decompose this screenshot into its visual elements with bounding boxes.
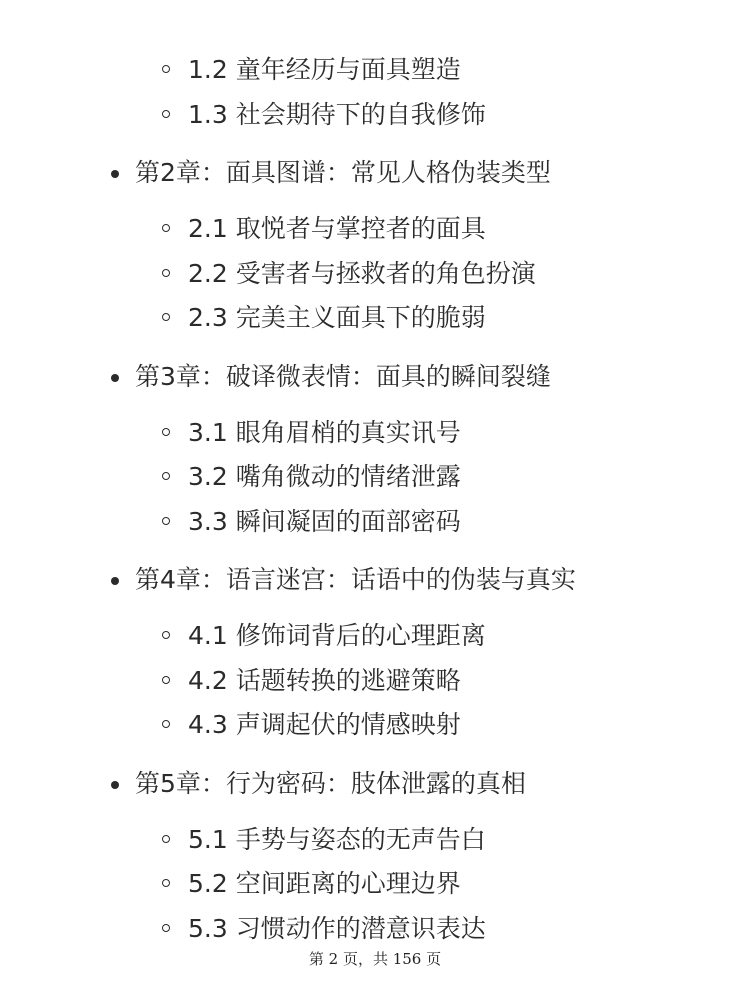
- section-5-2: [0, 862, 750, 907]
- section-5-3: [0, 907, 750, 952]
- chapter-label: 第4章：语言迷宫：话语中的伪装与真实: [135, 565, 576, 594]
- section-label: 4.1 修饰词背后的心理距离: [188, 621, 486, 650]
- chapter-title: [0, 354, 750, 400]
- section-label: 2.1 取悦者与掌控者的面具: [188, 214, 486, 243]
- section-4-3: [0, 703, 750, 748]
- hollow-bullet-icon: [162, 472, 170, 480]
- section-label: 4.2 话题转换的逃避策略: [188, 665, 461, 695]
- section-3-1: [0, 411, 750, 456]
- chapter-3: [0, 354, 750, 545]
- page-number-footer: 第 2 页，共 156 页: [308, 950, 442, 968]
- section-label: 3.1 眼角眉梢的真实讯号: [188, 417, 461, 447]
- bullet-icon: [111, 374, 119, 382]
- section-5-1: [0, 818, 750, 863]
- table-of-contents: [0, 48, 750, 951]
- hollow-bullet-icon: [162, 224, 170, 232]
- hollow-bullet-icon: [162, 720, 170, 728]
- section-2-1: [0, 207, 750, 252]
- hollow-bullet-icon: [162, 517, 170, 525]
- section-label: 1.2 童年经历与面具塑造: [188, 55, 461, 84]
- section-label: 3.3 瞬间凝固的面部密码: [188, 506, 461, 536]
- section-label: 2.3 完美主义面具下的脆弱: [188, 303, 486, 332]
- chapter-title: [0, 761, 750, 807]
- chapter-2: [0, 150, 750, 341]
- chapter-label: 第2章：面具图谱：常见人格伪装类型: [135, 158, 551, 187]
- section-label: 3.2 嘴角微动的情绪泄露: [188, 462, 461, 491]
- section-label: 5.2 空间距离的心理边界: [188, 869, 461, 898]
- hollow-bullet-icon: [162, 110, 170, 118]
- hollow-bullet-icon: [162, 676, 170, 684]
- hollow-bullet-icon: [162, 269, 170, 277]
- section-4-2: [0, 659, 750, 704]
- chapter-title: [0, 150, 750, 196]
- hollow-bullet-icon: [162, 631, 170, 639]
- chapter-label: 第3章：破译微表情：面具的瞬间裂缝: [135, 361, 551, 391]
- section-label: 5.1 手势与姿态的无声告白: [188, 824, 486, 854]
- section-label: 1.3 社会期待下的自我修饰: [188, 99, 486, 129]
- section-2-3: [0, 296, 750, 341]
- chapter-5: [0, 761, 750, 952]
- hollow-bullet-icon: [162, 313, 170, 321]
- hollow-bullet-icon: [162, 879, 170, 887]
- section-1-2: [0, 48, 750, 93]
- section-label: 4.3 声调起伏的情感映射: [188, 710, 461, 739]
- hollow-bullet-icon: [162, 428, 170, 436]
- section-4-1: [0, 614, 750, 659]
- hollow-bullet-icon: [162, 835, 170, 843]
- chapter-4: [0, 557, 750, 748]
- section-3-2: [0, 455, 750, 500]
- bullet-icon: [111, 170, 119, 178]
- section-2-2: [0, 252, 750, 297]
- section-label: 2.2 受害者与拯救者的角色扮演: [188, 258, 536, 288]
- section-1-3: [0, 93, 750, 138]
- chapter-title: [0, 557, 750, 603]
- hollow-bullet-icon: [162, 65, 170, 73]
- chapter-label: 第5章：行为密码：肢体泄露的真相: [135, 768, 526, 798]
- section-label: 5.3 习惯动作的潜意识表达: [188, 913, 486, 943]
- section-3-3: [0, 500, 750, 545]
- hollow-bullet-icon: [162, 924, 170, 932]
- bullet-icon: [111, 577, 119, 585]
- bullet-icon: [111, 781, 119, 789]
